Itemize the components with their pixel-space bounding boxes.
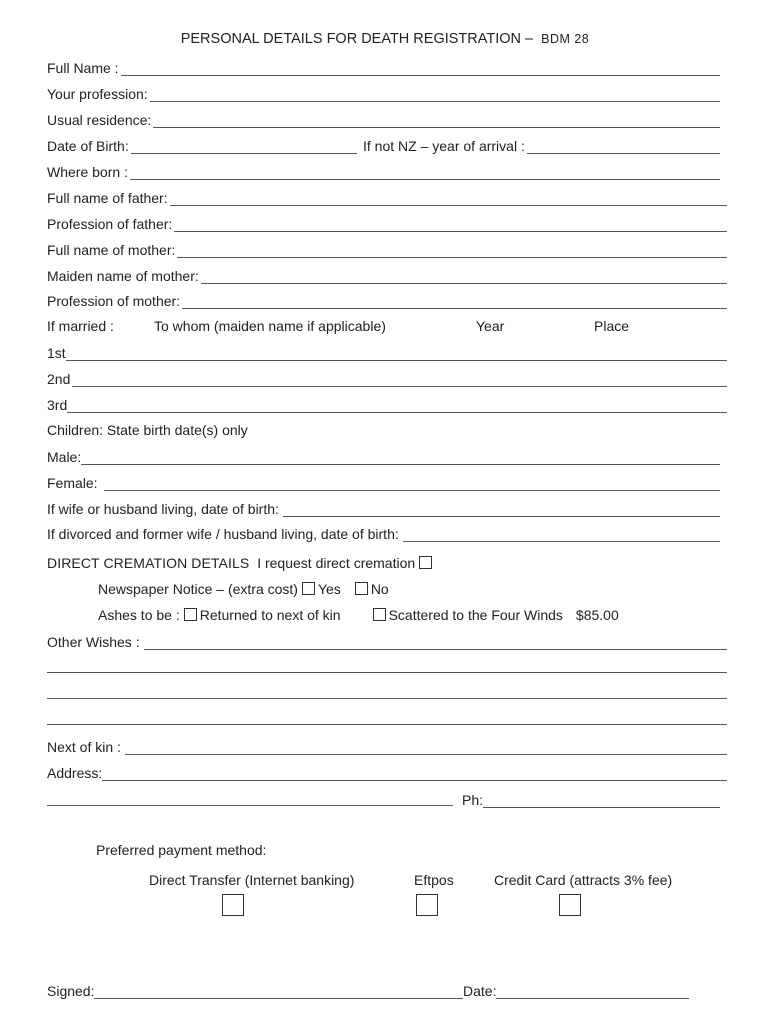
phone-field[interactable] — [462, 790, 720, 808]
divorced-input-line[interactable] — [403, 528, 720, 542]
full-name-label: Full Name : — [47, 60, 119, 76]
phone-label: Ph: — [462, 792, 484, 808]
date-label: Date: — [463, 983, 497, 999]
mother-name-input-line[interactable] — [177, 244, 727, 258]
spouse-living-field[interactable] — [47, 499, 720, 517]
residence-field[interactable] — [47, 110, 720, 128]
profession-input-line[interactable] — [150, 88, 720, 102]
mother-name-label: Full name of mother: — [47, 242, 176, 258]
marriage-second-label: 2nd — [47, 371, 71, 387]
signed-field[interactable] — [47, 981, 463, 999]
dob-field[interactable] — [47, 136, 357, 154]
payment-direct-label: Direct Transfer (Internet banking) — [149, 872, 355, 888]
signed-input-line[interactable] — [94, 985, 463, 999]
marriage-first-label: 1st — [47, 345, 66, 361]
married-col-year: Year — [476, 318, 505, 334]
marriage-second-field[interactable] — [47, 369, 727, 387]
other-wishes-line-2[interactable] — [47, 672, 727, 673]
other-wishes-field[interactable] — [47, 632, 727, 650]
ashes-scattered-checkbox[interactable] — [373, 608, 386, 621]
divorced-field[interactable] — [47, 524, 720, 542]
married-col-whom: To whom (maiden name if applicable) — [154, 318, 386, 334]
ashes-label: Ashes to be : — [98, 607, 180, 623]
ashes-scattered-label: Scattered to the Four Winds — [388, 607, 563, 623]
father-name-label: Full name of father: — [47, 190, 168, 206]
marriage-third-input-line[interactable] — [67, 399, 727, 413]
father-profession-input-line[interactable] — [174, 218, 727, 232]
mother-maiden-label: Maiden name of mother: — [47, 268, 199, 284]
married-col-place: Place — [594, 318, 630, 334]
spouse-living-input-line[interactable] — [283, 503, 720, 517]
mother-profession-label: Profession of mother: — [47, 293, 181, 309]
arrival-label: If not NZ – year of arrival : — [363, 138, 525, 154]
children-heading: Children: State birth date(s) only — [47, 422, 248, 438]
ashes-returned-checkbox[interactable] — [184, 608, 197, 621]
father-profession-label: Profession of father: — [47, 216, 173, 232]
cremation-request-label: I request direct cremation — [257, 555, 416, 571]
ashes-row — [98, 607, 619, 623]
full-name-field[interactable] — [47, 58, 720, 76]
dob-label: Date of Birth: — [47, 138, 129, 154]
full-name-input-line[interactable] — [121, 62, 720, 76]
mother-profession-field[interactable] — [47, 291, 727, 309]
cremation-row — [47, 555, 435, 571]
newspaper-no-checkbox[interactable] — [355, 582, 368, 595]
newspaper-row — [98, 581, 389, 597]
married-label: If married : — [47, 318, 114, 334]
payment-eftpos-checkbox[interactable] — [416, 894, 438, 916]
payment-direct-checkbox[interactable] — [222, 894, 244, 916]
children-male-label: Male: — [47, 449, 82, 465]
newspaper-yes-checkbox[interactable] — [302, 582, 315, 595]
newspaper-no-label: No — [370, 581, 389, 597]
children-male-field[interactable] — [47, 447, 720, 465]
other-wishes-label: Other Wishes : — [47, 634, 140, 650]
father-name-input-line[interactable] — [170, 192, 727, 206]
ashes-returned-label: Returned to next of kin — [199, 607, 341, 623]
date-field[interactable] — [463, 981, 689, 999]
payment-heading: Preferred payment method: — [96, 842, 267, 858]
payment-credit-label: Credit Card (attracts 3% fee) — [494, 872, 673, 888]
mother-profession-input-line[interactable] — [182, 295, 727, 309]
father-profession-field[interactable] — [47, 214, 727, 232]
newspaper-yes-label: Yes — [317, 581, 341, 597]
children-female-input-line[interactable] — [104, 477, 720, 491]
phone-input-line[interactable] — [483, 794, 720, 808]
father-name-field[interactable] — [47, 188, 727, 206]
marriage-third-field[interactable] — [47, 395, 727, 413]
mother-maiden-field[interactable] — [47, 266, 727, 284]
marriage-third-label: 3rd — [47, 397, 68, 413]
address-line-2[interactable] — [47, 805, 453, 806]
date-input-line[interactable] — [496, 985, 689, 999]
scattered-price: $85.00 — [575, 607, 619, 623]
next-of-kin-input-line[interactable] — [125, 741, 727, 755]
marriage-first-input-line[interactable] — [66, 347, 727, 361]
profession-field[interactable] — [47, 84, 720, 102]
marriage-first-field[interactable] — [47, 343, 727, 361]
arrival-field[interactable] — [363, 136, 720, 154]
form-title — [0, 31, 770, 47]
children-female-field[interactable] — [47, 473, 720, 491]
other-wishes-line-4[interactable] — [47, 724, 727, 725]
next-of-kin-label: Next of kin : — [47, 739, 121, 755]
address-input-line[interactable] — [102, 767, 727, 781]
address-field[interactable] — [47, 763, 727, 781]
form-title-text: PERSONAL DETAILS FOR DEATH REGISTRATION – — [180, 31, 534, 47]
children-female-label: Female: — [47, 475, 98, 491]
divorced-label: If divorced and former wife / husband living, date of birth: — [47, 526, 399, 542]
marriage-second-input-line[interactable] — [72, 373, 727, 387]
signed-label: Signed: — [47, 983, 95, 999]
next-of-kin-field[interactable] — [47, 737, 727, 755]
where-born-label: Where born : — [47, 164, 128, 180]
spouse-living-label: If wife or husband living, date of birth: — [47, 501, 279, 517]
mother-maiden-input-line[interactable] — [201, 270, 727, 284]
newspaper-label: Newspaper Notice – (extra cost) — [98, 581, 298, 597]
payment-credit-checkbox[interactable] — [559, 894, 581, 916]
payment-eftpos-label: Eftpos — [414, 872, 454, 888]
mother-name-field[interactable] — [47, 240, 727, 258]
form-code: BDM 28 — [541, 32, 590, 46]
where-born-field[interactable] — [47, 162, 720, 180]
cremation-heading: DIRECT CREMATION DETAILS — [47, 555, 250, 571]
profession-label: Your profession: — [47, 86, 148, 102]
children-male-input-line[interactable] — [81, 451, 720, 465]
residence-input-line[interactable] — [153, 114, 720, 128]
other-wishes-input-line[interactable] — [144, 636, 727, 650]
other-wishes-line-3[interactable] — [47, 698, 727, 699]
dob-input-line[interactable] — [131, 140, 357, 154]
where-born-input-line[interactable] — [130, 166, 720, 180]
cremation-request-checkbox[interactable] — [419, 556, 432, 569]
arrival-input-line[interactable] — [527, 140, 720, 154]
residence-label: Usual residence: — [47, 112, 152, 128]
address-label: Address: — [47, 765, 103, 781]
